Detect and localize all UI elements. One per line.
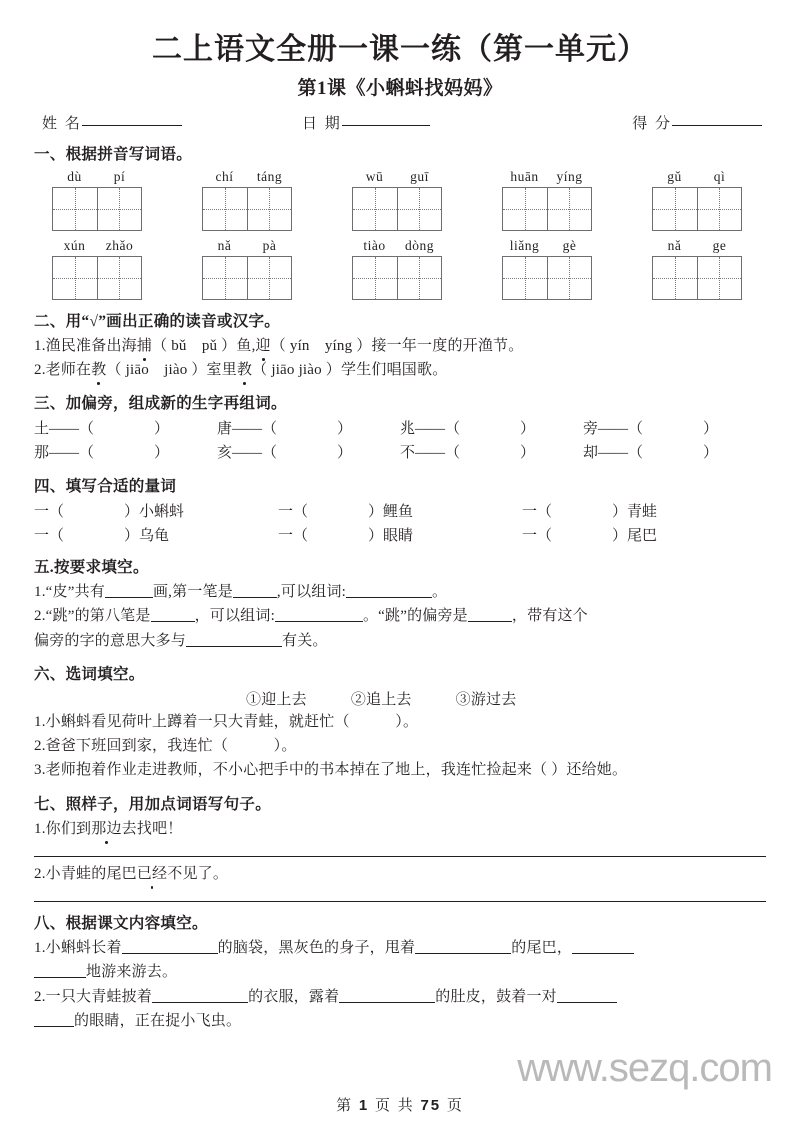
section-7-heading: 七、照样子，用加点词语写句子。 [34,795,272,813]
tianzige-cell[interactable] [397,257,441,299]
tianzige-writing-box[interactable] [52,256,142,300]
pinyin-word-block [352,237,452,300]
pinyin-syllable: nǎ [667,237,682,253]
footer-prefix: 第 [336,1098,354,1114]
s5-q1-b: 画,第一笔是 [152,584,233,600]
s2-q2-dot-2: 教 [237,359,252,382]
score-label: 得 分 [632,115,672,132]
s7-q1-b: 去找吧！ [121,820,183,837]
site-watermark: www.sezq.com [517,1046,772,1090]
section-7-answer-line-2[interactable] [34,901,766,902]
tianzige-writing-box[interactable] [502,187,592,231]
tianzige-cell[interactable] [203,188,247,230]
s8-q1-blank-1[interactable] [122,953,218,954]
s7-q2-dot: 已经 [137,863,167,886]
pinyin-syllable: nǎ [217,237,232,253]
pinyin-syllable: zhǎo [105,237,134,253]
pinyin-syllable: dòng [405,237,434,253]
s8-q2-c: 的肚皮，鼓着一对 [435,988,557,1005]
tianzige-cell[interactable] [697,257,741,299]
tianzige-cell[interactable] [697,188,741,230]
s8-q2-b: 的衣服，露着 [248,988,340,1005]
tianzige-cell[interactable] [547,257,591,299]
section-2-heading: 二、用“√”画出正确的读音或汉字。 [34,312,281,330]
s5-q2-e: 偏旁的字的意思大多与 [34,632,187,649]
tianzige-cell[interactable] [503,257,547,299]
section-8-question-1 [34,937,766,960]
section-7-example-1 [34,818,766,841]
tianzige-cell[interactable] [397,188,441,230]
tianzige-writing-box[interactable] [652,187,742,231]
section-4-row-1 [34,500,766,524]
pinyin-label-row [652,168,752,186]
s5-q2-a: 2.“跳”的第八笔是 [34,608,151,625]
s6-option-2[interactable]: ②追上去 [350,691,412,708]
pinyin-label-row [52,237,152,255]
section-4-heading: 四、填写合适的量词 [34,478,177,495]
s5-q1-blank-1[interactable] [105,597,153,598]
s7-q2-a: 2.小青蛙的尾巴 [34,865,137,882]
s8-q2-blank-3b[interactable] [34,1026,74,1027]
tianzige-cell[interactable] [53,188,97,230]
s8-q2-a: 2.一只大青蛙披着 [34,988,153,1005]
pinyin-label-row [52,168,152,186]
tianzige-cell[interactable] [653,188,697,230]
pinyin-syllable: wū [365,168,384,184]
score-blank[interactable] [672,125,762,126]
s2-q1-part-b: （ bǔ pǔ ）鱼, [152,337,256,354]
section-4-row-2 [34,524,766,548]
s8-q2-blank-1[interactable] [152,1002,248,1003]
tianzige-cell[interactable] [653,257,697,299]
section-6-question-3: 3.老师抱着作业走进教师，不小心把手中的书本掉在了地上，我连忙捡起来（ ）还给她。 [34,762,628,779]
pinyin-word-block [202,168,302,231]
footer-suffix: 页 [446,1098,464,1114]
tianzige-cell[interactable] [203,257,247,299]
section-7-answer-line-1[interactable] [34,856,766,857]
s3-item[interactable]: 却——（ ） [583,445,719,461]
pinyin-word-block [52,168,152,231]
s2-q1-part-a: 1.渔民准备出海 [34,337,137,354]
pinyin-group [652,168,752,300]
pinyin-word-block [652,237,752,300]
pinyin-group [502,168,602,300]
s3-item[interactable]: 兆——（ ） [400,421,536,437]
date-label: 日 期 [302,115,342,132]
s8-q2-blank-3a[interactable] [557,1002,617,1003]
pinyin-label-row [502,168,602,186]
footer-page-number: 1 [358,1097,370,1114]
s4-item[interactable]: 一（ ）乌龟 [34,528,170,544]
s3-item[interactable]: 唐——（ ） [217,421,353,437]
s4-item[interactable]: 一（ ）青蛙 [522,504,658,520]
pinyin-syllable: dù [67,168,82,184]
pinyin-syllable: chí [215,168,234,184]
s8-q2-d: 的眼睛，正在捉小飞虫。 [74,1012,242,1029]
tianzige-cell[interactable] [247,257,291,299]
s5-q1-blank-3[interactable] [346,597,432,598]
s4-item[interactable]: 一（ ）眼睛 [278,528,414,544]
tianzige-writing-box[interactable] [202,256,292,300]
pinyin-label-row [352,237,452,255]
pinyin-syllable: xún [63,237,86,253]
pinyin-syllable: tiào [363,237,386,253]
s6-option-1[interactable]: ①迎上去 [246,691,307,708]
s2-q2-part-a: 2.老师在 [34,361,92,378]
section-7-example-2 [34,863,766,886]
s8-q1-b: 的脑袋，黑灰色的身子，甩着 [217,940,416,956]
pinyin-group [52,168,152,300]
s3-item[interactable]: 不——（ ） [400,445,536,461]
pinyin-syllable: ge [712,237,727,253]
s3-item[interactable]: 那——（ ） [34,445,170,461]
name-blank[interactable] [82,125,182,126]
tianzige-cell[interactable] [97,188,141,230]
section-8-question-2 [34,986,766,1009]
s5-q2-blank-4[interactable] [186,646,282,647]
footer-mid: 页 共 [374,1098,415,1114]
pinyin-label-row [502,237,602,255]
s8-q2-blank-2[interactable] [339,1002,435,1003]
pinyin-word-block [352,168,452,231]
s8-q1-c: 的尾巴， [511,940,573,956]
s2-q2-part-b: （ jiāo jiào ）室里 [106,361,237,378]
section-6-question-2: 2.爸爸下班回到家，我连忙（ ）。 [34,738,297,754]
tianzige-writing-box[interactable] [202,187,292,231]
footer-total-pages: 75 [420,1097,442,1114]
section-2-question-2 [34,359,766,382]
s2-q2-part-c: （ jiāo jiào ）学生们唱国歌。 [252,361,448,378]
section-2-question-1 [34,335,766,358]
tianzige-writing-box[interactable] [352,256,442,300]
pinyin-syllable: guī [410,168,429,184]
s7-q1-a: 1.你们到 [34,820,92,837]
s5-q2-blank-2[interactable] [275,621,363,622]
s2-q2-dot-1: 教 [91,359,106,382]
s2-q1-dot-2: 迎 [256,335,271,358]
s4-item[interactable]: 一（ ）小蝌蚪 [34,504,185,520]
s6-option-3[interactable]: ③游过去 [455,691,517,708]
pinyin-label-row [652,237,752,255]
pinyin-syllable: gè [562,237,577,253]
s8-q1-d: 地游来游去。 [86,964,178,981]
pinyin-syllable: huān [510,168,539,184]
s8-q1-a: 1.小蝌蚪长着 [34,940,122,956]
section-5-heading: 五.按要求填空。 [34,559,149,576]
date-blank[interactable] [342,125,430,126]
pinyin-syllable: táng [256,168,283,184]
s4-item[interactable]: 一（ ）鲤鱼 [278,504,414,520]
pinyin-syllable: yíng [556,168,583,184]
pinyin-word-block [502,168,602,231]
tianzige-writing-box[interactable] [502,256,592,300]
s5-q1-a: 1.“皮”共有 [34,584,105,600]
tianzige-writing-box[interactable] [352,187,442,231]
s8-q1-blank-3a[interactable] [572,953,634,954]
name-label: 姓 名 [42,115,82,132]
section-1-heading: 一、根据拼音写词语。 [34,145,193,163]
tianzige-cell[interactable] [97,257,141,299]
pinyin-grid-row [34,168,766,300]
s5-q1-blank-2[interactable] [233,597,277,598]
student-meta-row [34,112,766,133]
pinyin-label-row [202,168,302,186]
score-field[interactable] [592,112,762,133]
pinyin-syllable: pà [262,237,277,253]
section-5-question-2-cont [34,630,766,653]
section-6-question-1: 1.小蝌蚪看见荷叶上蹲着一只大青蛙，就赶忙（ ）。 [34,713,419,730]
pinyin-word-block [202,237,302,300]
tianzige-cell[interactable] [547,188,591,230]
tianzige-cell[interactable] [503,188,547,230]
pinyin-syllable: liǎng [509,237,540,253]
pinyin-syllable: pí [113,168,126,184]
tianzige-cell[interactable] [353,257,397,299]
section-3-row-2 [34,441,766,465]
s3-item[interactable]: 旁——（ ） [583,421,719,437]
section-8-question-2-cont [34,1010,766,1033]
pinyin-word-block [52,237,152,300]
section-5-question-2 [34,605,766,628]
section-6-heading: 六、选词填空。 [34,665,145,683]
s5-q2-b: ，可以组词: [194,608,275,625]
s3-item[interactable]: 土——（ ） [34,421,170,437]
tianzige-cell[interactable] [53,257,97,299]
tianzige-writing-box[interactable] [52,187,142,231]
s3-item[interactable]: 亥——（ ） [217,445,353,461]
pinyin-syllable: qì [713,168,726,184]
s2-q1-part-c: （ yín yíng ）接一年一度的开渔节。 [270,337,524,354]
s4-item[interactable]: 一（ ）尾巴 [522,528,658,544]
s5-q1-c: ,可以组词: [276,584,347,600]
name-field[interactable] [42,112,302,133]
pinyin-syllable: gǔ [667,168,682,184]
tianzige-cell[interactable] [247,188,291,230]
section-8-question-1-cont [34,961,766,984]
s7-q1-dot: 那边 [91,818,121,841]
section-8-heading: 八、根据课文内容填空。 [34,915,208,932]
s5-q2-d: ，带有这个 [511,608,588,625]
s5-q2-f: 有关。 [282,632,328,649]
page-subtitle: 第1课《小蝌蚪找妈妈》 [297,77,503,99]
s5-q2-blank-1[interactable] [151,621,195,622]
section-3-heading: 三、加偏旁，组成新的生字再组词。 [34,395,287,412]
s8-q1-blank-2[interactable] [415,953,511,954]
pinyin-label-row [202,237,302,255]
pinyin-group [202,168,302,300]
date-field[interactable] [302,112,592,133]
s5-q2-blank-3[interactable] [468,621,512,622]
section-6-options [34,688,766,709]
section-3-row-1 [34,417,766,441]
s2-q1-dot-1: 捕 [137,335,152,358]
s8-q1-blank-3b[interactable] [34,977,86,978]
pinyin-label-row [352,168,452,186]
page-footer [0,1094,800,1115]
s7-q2-b: 不见了。 [167,865,229,882]
pinyin-word-block [652,168,752,231]
pinyin-word-block [502,237,602,300]
s5-q2-c: 。“跳”的偏旁是 [362,608,468,625]
pinyin-group [352,168,452,300]
page-title: 二上语文全册一课一练（第一单元） [152,33,648,66]
tianzige-cell[interactable] [353,188,397,230]
section-5-question-1 [34,581,766,604]
s5-q1-d: 。 [432,584,448,600]
tianzige-writing-box[interactable] [652,256,742,300]
